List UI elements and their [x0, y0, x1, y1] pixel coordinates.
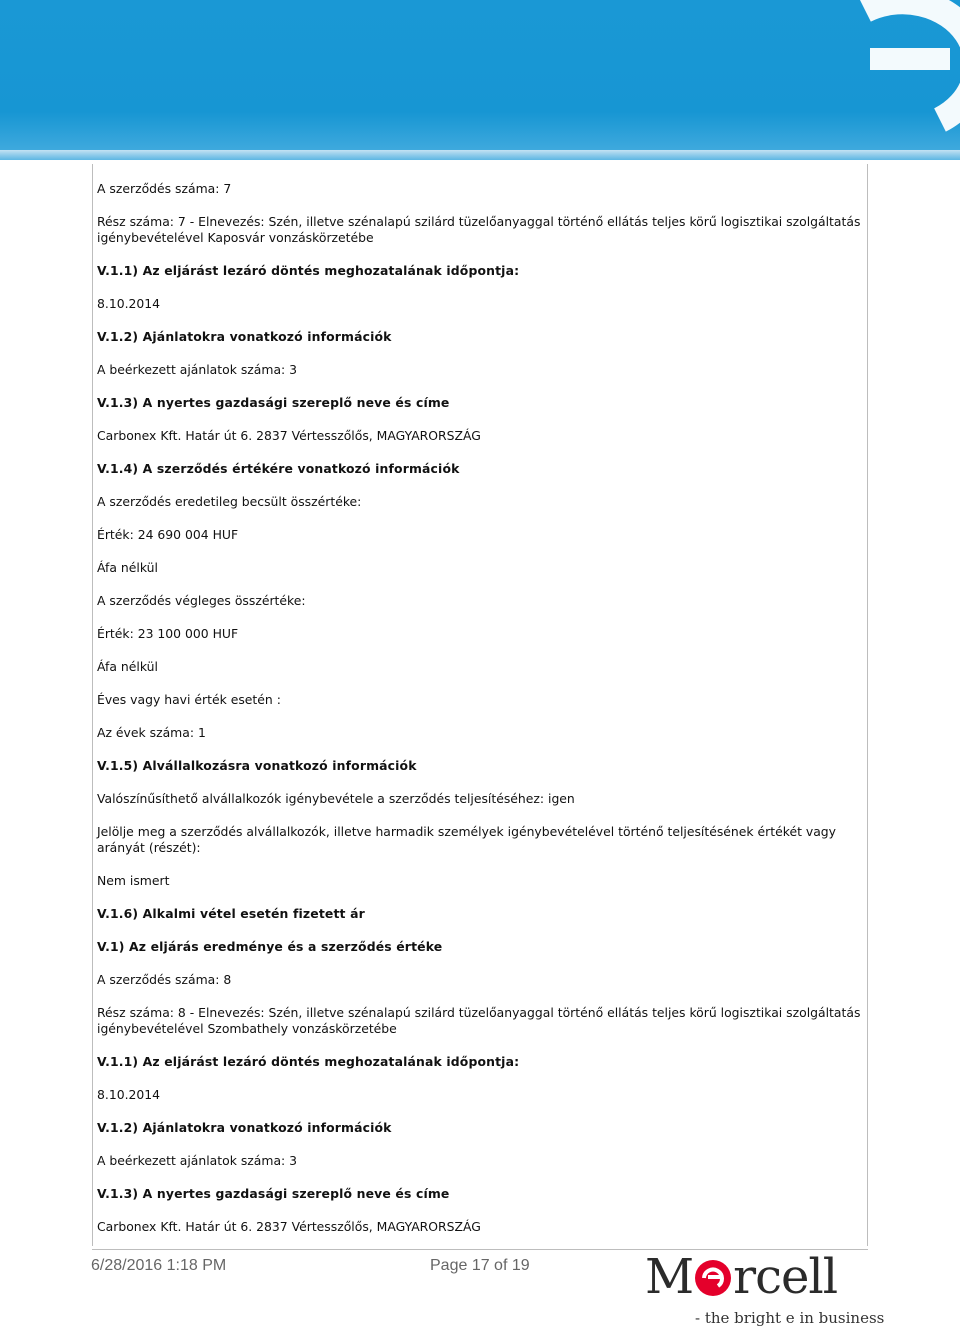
body-text: Rész száma: 8 - Elnevezés: Szén, illetve szénalapú szilárd tüzelőanyaggal történő ellátás teljes körű logisztikai szolgáltatás igénybevételével Szombathely vonzáskörzetébe	[97, 1005, 861, 1036]
section-heading: V.1.1) Az eljárást lezáró döntés meghozatalának időpontja:	[97, 1054, 520, 1069]
body-text: 8.10.2014	[97, 296, 161, 311]
body-text: Valószínűsíthető alvállalkozók igénybevétele a szerződés teljesítéséhez: igen	[97, 791, 575, 806]
brand-tagline: - the bright e in business	[695, 1309, 885, 1327]
section-heading: V.1.6) Alkalmi vétel esetén fizetett ár	[97, 906, 365, 921]
body-text: A beérkezett ajánlatok száma: 3	[97, 362, 298, 377]
body-text: Áfa nélkül	[97, 560, 158, 575]
brand-wordmark-suffix: rcell	[733, 1249, 838, 1305]
section-heading: V.1.2) Ajánlatokra vonatkozó információk	[97, 329, 392, 344]
section-heading: V.1.3) A nyertes gazdasági szereplő neve és címe	[97, 395, 450, 410]
body-text: Érték: 24 690 004 HUF	[97, 527, 239, 542]
section-heading: V.1.3) A nyertes gazdasági szereplő neve és címe	[97, 1186, 450, 1201]
body-text: A szerződés végleges összértéke:	[97, 593, 306, 608]
body-text: Áfa nélkül	[97, 659, 158, 674]
body-text: Érték: 23 100 000 HUF	[97, 626, 239, 641]
section-heading: V.1.5) Alvállalkozásra vonatkozó információk	[97, 758, 417, 773]
body-text: Az évek száma: 1	[97, 725, 206, 740]
document-body	[97, 181, 862, 1252]
section-heading: V.1) Az eljárás eredménye és a szerződés értéke	[97, 939, 443, 954]
body-text: Nem ismert	[97, 873, 170, 888]
brand-wordmark-prefix: M	[645, 1249, 694, 1305]
body-text: 8.10.2014	[97, 1087, 161, 1102]
body-text: Éves vagy havi érték esetén :	[97, 692, 281, 707]
body-text: Rész száma: 7 - Elnevezés: Szén, illetve szénalapú szilárd tüzelőanyaggal történő ellátás teljes körű logisztikai szolgáltatás igénybevételével Kaposvár vonzáskörzetébe	[97, 214, 861, 245]
section-heading: V.1.1) Az eljárást lezáró döntés meghozatalának időpontja:	[97, 263, 520, 278]
body-text: A szerződés eredetileg becsült összértéke:	[97, 494, 362, 509]
frame-right-rule	[867, 164, 868, 1246]
brand-wordmark	[645, 1249, 837, 1305]
body-text: Carbonex Kft. Határ út 6. 2837 Vértesszőlős, MAGYARORSZÁG	[97, 1219, 481, 1234]
body-text: Jelölje meg a szerződés alvállalkozók, illetve harmadik személyek igénybevételével történő teljesítésének értékét vagy arányát (részét):	[97, 824, 836, 855]
marcell-e-logo-icon	[800, 0, 960, 160]
header-banner	[0, 0, 960, 160]
body-text: Carbonex Kft. Határ út 6. 2837 Vértesszőlős, MAGYARORSZÁG	[97, 428, 481, 443]
brand-e-icon	[694, 1259, 732, 1297]
section-heading: V.1.4) A szerződés értékére vonatkozó információk	[97, 461, 460, 476]
marcell-brand-logo	[645, 1249, 885, 1329]
footer-date: 6/28/2016 1:18 PM	[91, 1257, 227, 1274]
footer-page-number: Page 17 of 19	[430, 1257, 530, 1274]
frame-left-rule	[92, 164, 93, 1246]
section-heading: V.1.2) Ajánlatokra vonatkozó információk	[97, 1120, 392, 1135]
body-text: A szerződés száma: 8	[97, 972, 232, 987]
body-text: A szerződés száma: 7	[97, 181, 232, 196]
body-text: A beérkezett ajánlatok száma: 3	[97, 1153, 298, 1168]
